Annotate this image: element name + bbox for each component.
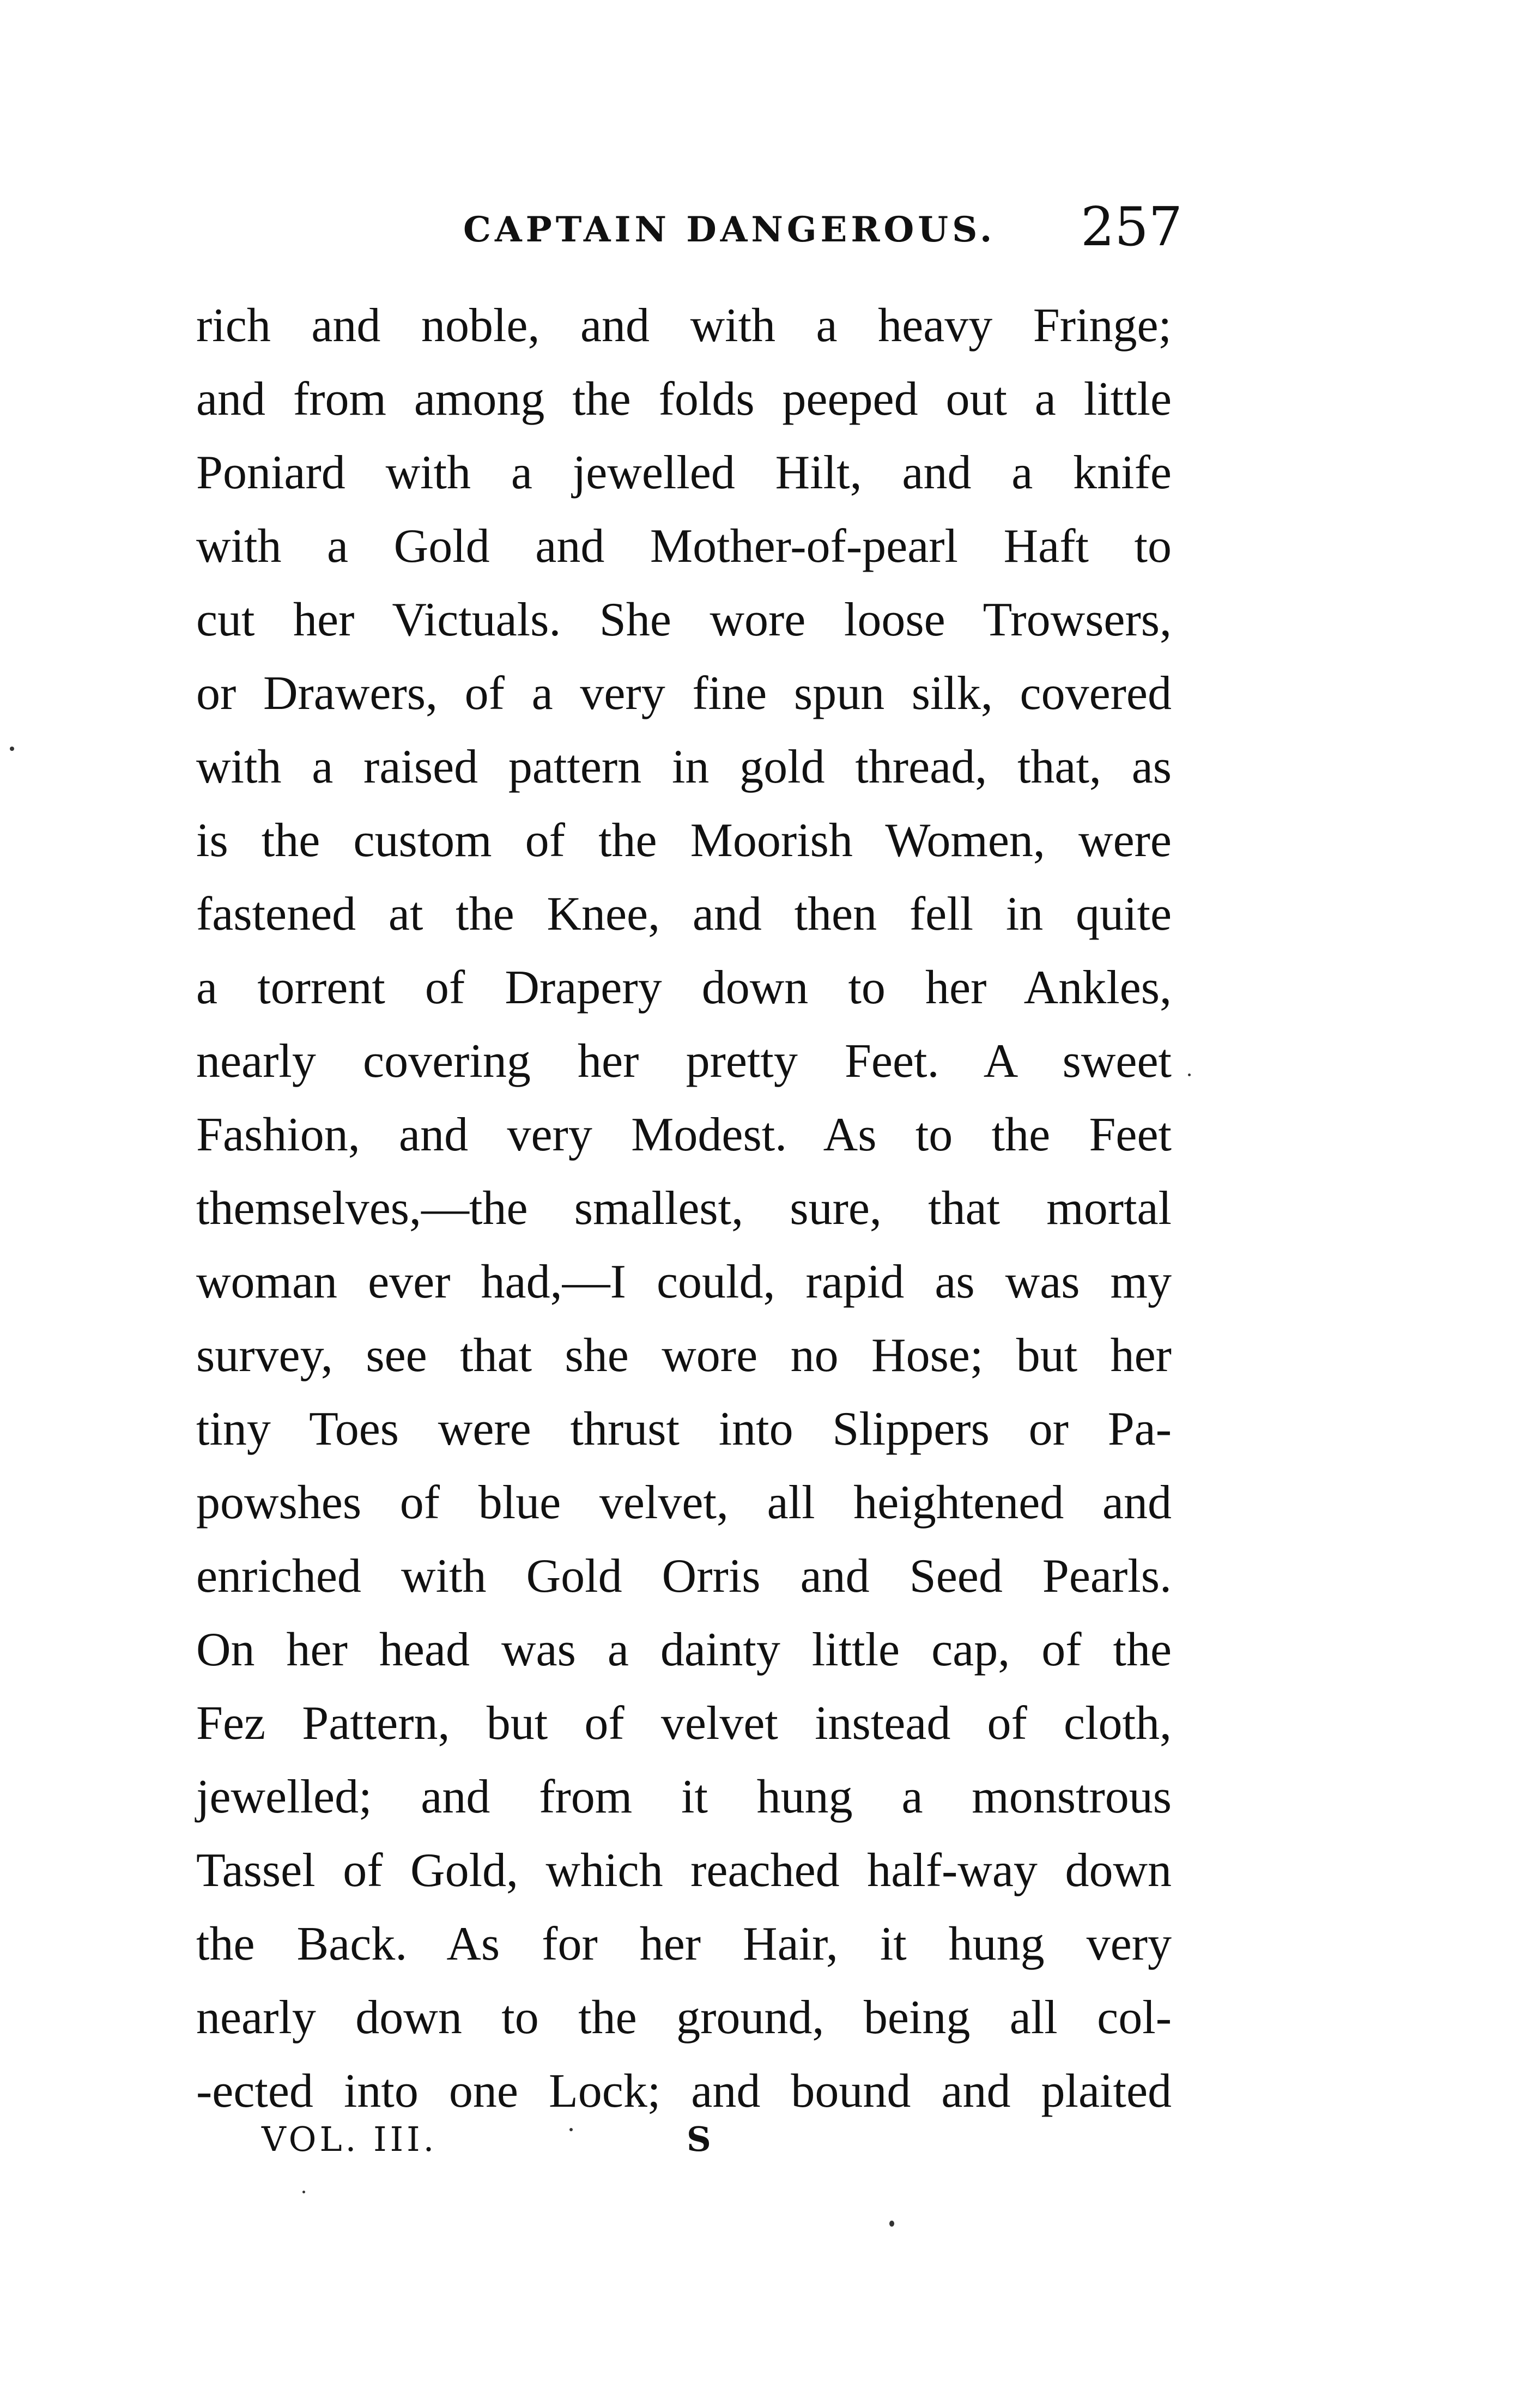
text-line: woman ever had,—I could, rapid as was my: [196, 1256, 1172, 1308]
text-line: nearly down to the ground, being all col-: [196, 1991, 1172, 2044]
text-line: fastened at the Knee, and then fell in quite: [196, 888, 1172, 941]
text-line: Tassel of Gold, which reached half-way down: [196, 1844, 1172, 1897]
text-line: enriched with Gold Orris and Seed Pearls.: [196, 1550, 1172, 1603]
volume-label: VOL. III.: [262, 2119, 438, 2159]
text-line: and from among the folds peeped out a little: [196, 373, 1172, 426]
text-line: jewelled; and from it hung a monstrous: [196, 1770, 1172, 1823]
print-speck: [569, 2128, 573, 2131]
text-line: with a raised pattern in gold thread, that, as: [196, 741, 1172, 793]
text-line: nearly covering her pretty Feet. A sweet: [196, 1035, 1172, 1088]
text-line: cut her Victuals. She wore loose Trowsers,: [196, 593, 1172, 646]
text-line: Poniard with a jewelled Hilt, and a knife: [196, 446, 1172, 499]
text-line: or Drawers, of a very fine spun silk, covered: [196, 667, 1172, 720]
running-title: CAPTAIN DANGEROUS.: [463, 209, 996, 250]
text-line: tiny Toes were thrust into Slippers or Pa-: [196, 1403, 1172, 1456]
text-line: Fashion, and very Modest. As to the Feet: [196, 1108, 1172, 1161]
page-footer: [262, 2119, 752, 2172]
text-line: the Back. As for her Hair, it hung very: [196, 1918, 1172, 1970]
text-line: survey, see that she wore no Hose; but her: [196, 1329, 1172, 1382]
text-line: with a Gold and Mother-of-pearl Haft to: [196, 520, 1172, 573]
print-speck: [1188, 1074, 1191, 1076]
print-speck: [889, 2221, 894, 2227]
text-line: -ected into one Lock; and bound and plaited: [196, 2065, 1172, 2118]
page-header: [196, 196, 1183, 266]
body-text: [196, 289, 1172, 2128]
text-line: Fez Pattern, but of velvet instead of cloth,: [196, 1697, 1172, 1750]
text-line: is the custom of the Moorish Women, were: [196, 814, 1172, 867]
text-line: themselves,—the smallest, sure, that mortal: [196, 1182, 1172, 1235]
print-speck: [10, 747, 14, 751]
print-speck: [302, 2191, 305, 2193]
text-line: rich and noble, and with a heavy Fringe;: [196, 299, 1172, 352]
text-line: On her head was a dainty little cap, of the: [196, 1623, 1172, 1676]
signature-mark: S: [687, 2119, 711, 2159]
page-number: 257: [1080, 196, 1183, 258]
text-line: a torrent of Drapery down to her Ankles,: [196, 961, 1172, 1014]
text-line: powshes of blue velvet, all heightened and: [196, 1476, 1172, 1529]
